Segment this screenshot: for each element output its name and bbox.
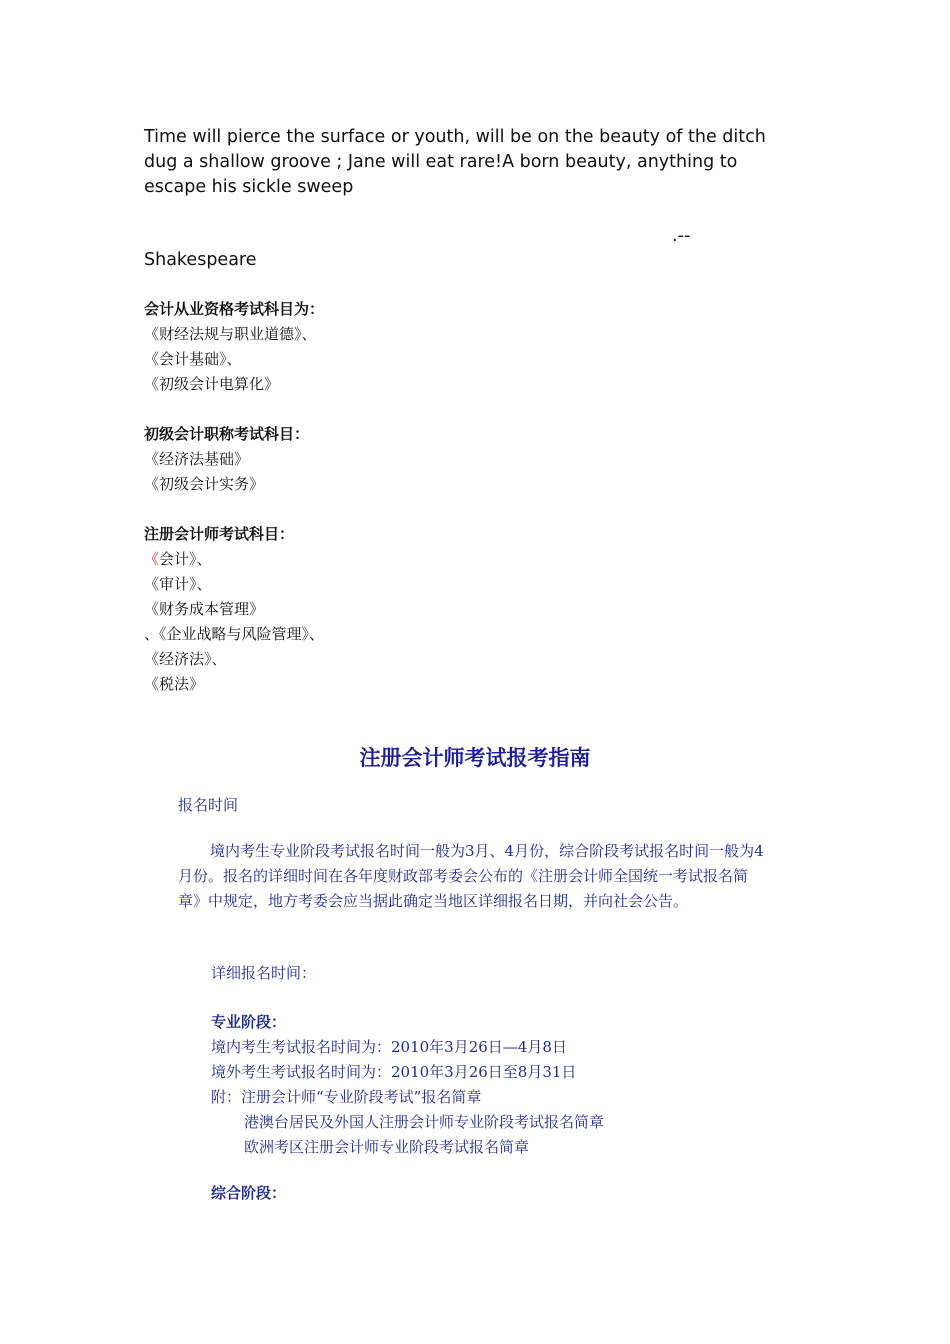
subject-item: 《经济法基础》 bbox=[144, 450, 250, 468]
subject-item: 《财经法规与职业道德》、 bbox=[144, 325, 317, 343]
quote-author: Shakespeare bbox=[144, 250, 257, 270]
section-heading: 初级会计职称考试科目： bbox=[144, 425, 310, 443]
subject-item: 《税法》 bbox=[144, 675, 205, 693]
accounting-qualification-section bbox=[144, 297, 324, 397]
registration-time-label: 报名时间 bbox=[178, 796, 239, 814]
subject-item: 、《企业战略与风险管理》、 bbox=[144, 625, 325, 643]
quote-dash: .-- bbox=[672, 226, 691, 246]
detailed-time-label: 详细报名时间： bbox=[211, 964, 317, 982]
comprehensive-heading: 综合阶段： bbox=[211, 1184, 287, 1202]
professional-stage-section bbox=[211, 1010, 604, 1160]
europe-brochure-link[interactable]: 欧洲考区注册会计师专业阶段考试报名简章 bbox=[244, 1138, 530, 1156]
guide-title: 注册会计师考试报考指南 bbox=[359, 745, 591, 770]
subject-item-text: 会计》、 bbox=[159, 550, 212, 568]
section-heading: 会计从业资格考试科目为： bbox=[144, 300, 325, 318]
professional-heading: 专业阶段： bbox=[211, 1013, 287, 1031]
section-heading: 注册会计师考试科目： bbox=[144, 525, 295, 543]
overseas-registration-time: 境外考生考试报名时间为：2010年3月26日至8月31日 bbox=[211, 1063, 577, 1081]
subject-item: 《初级会计电算化》 bbox=[144, 375, 280, 393]
professional-brochure-link[interactable]: 附：注册会计师“专业阶段考试”报名简章 bbox=[211, 1088, 482, 1106]
junior-title-section bbox=[144, 422, 309, 497]
subject-item: 《会计基础》、 bbox=[144, 350, 242, 368]
subject-item: 《经济法》、 bbox=[144, 650, 227, 668]
subject-item: 《初级会计实务》 bbox=[144, 475, 265, 493]
hk-macau-taiwan-brochure-link[interactable]: 港澳台居民及外国人注册会计师专业阶段考试报名简章 bbox=[244, 1113, 605, 1131]
subject-item bbox=[144, 547, 324, 572]
domestic-registration-time: 境内考生考试报名时间为：2010年3月26日—4月8日 bbox=[211, 1038, 567, 1056]
subject-item: 《审计》、 bbox=[144, 575, 212, 593]
cpa-subjects-section bbox=[144, 522, 324, 697]
red-bracket: 《 bbox=[144, 550, 160, 568]
registration-paragraph: 境内考生专业阶段考试报名时间一般为3月、4月份，综合阶段考试报名时间一般为4月份。报名的详细时间在各年度财政部考委会公布的《注册会计师全国统一考试报名简章》中规定，地方考委会应当据此确定当地区详细报名日期，并向社会公告。 bbox=[178, 842, 764, 910]
subject-item: 《财务成本管理》 bbox=[144, 600, 265, 618]
quote-text: Time will pierce the surface or youth, will be on the beauty of the ditch dug a shallow groove ; Jane will eat rare!A born beauty, anything to escape his sickle sweep bbox=[144, 127, 766, 197]
